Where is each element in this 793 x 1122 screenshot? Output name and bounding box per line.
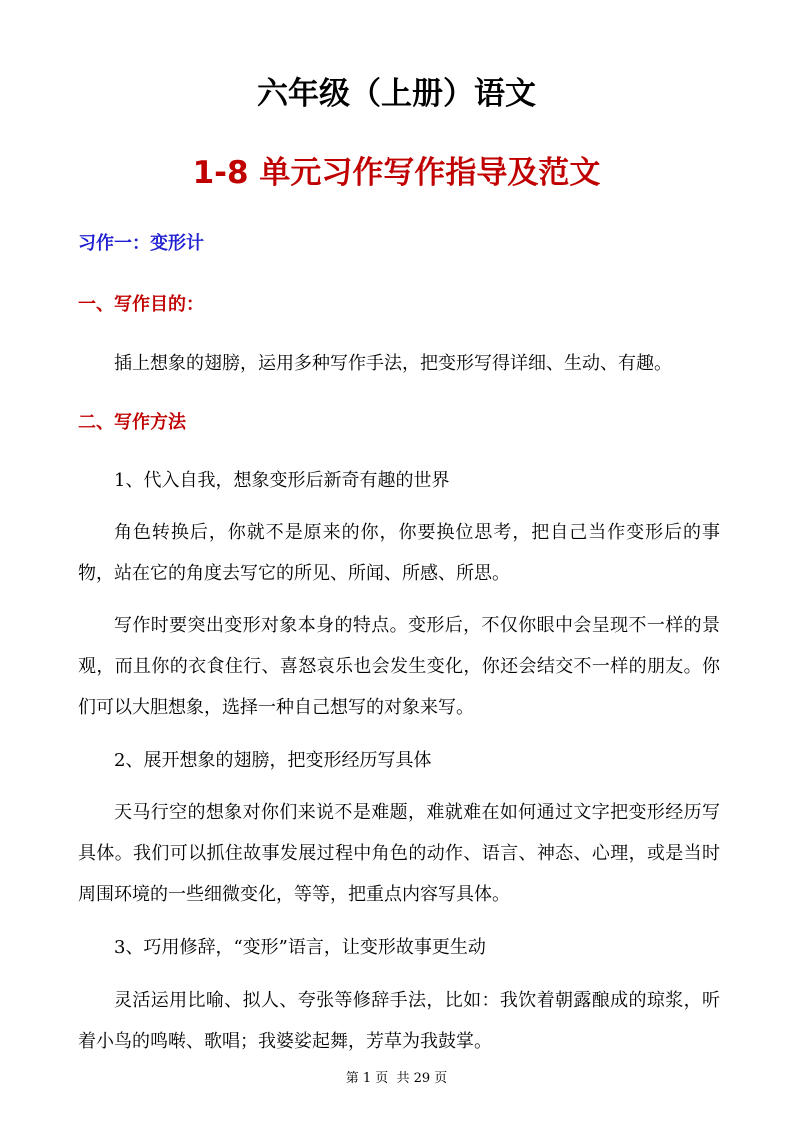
method-1-paragraph-2: 写作时要突出变形对象本身的特点。变形后，不仅你眼中会呈现不一样的景观，而且你的衣食住行、喜怒哀乐也会发生变化，你还会结交不一样的朋友。你们可以大胆想象，选择一种自己想写的对象来写。 [78, 615, 720, 718]
document-title: 六年级（上册）语文 [257, 76, 536, 112]
method-heading-2: 2、展开想象的翅膀，把变形经历写具体 [114, 750, 432, 771]
method-1-paragraph-1: 角色转换后，你就不是原来的你，你要换位思考，把自己当作变形后的事物，站在它的角度去写它的所见、所闻、所感、所思。 [78, 522, 720, 584]
method-heading-1: 1、代入自我，想象变形后新奇有趣的世界 [114, 470, 450, 491]
section-heading-methods: 二、写作方法 [78, 412, 186, 433]
method-heading-3: 3、巧用修辞，“变形”语言，让变形故事更生动 [114, 937, 486, 958]
method-3-paragraph-1: 灵活运用比喻、拟人、夸张等修辞手法，比如：我饮着朝露酿成的琼浆，听着小鸟的鸣啭、歌唱；我婆娑起舞，芳草为我鼓掌。 [78, 990, 720, 1052]
purpose-paragraph: 插上想象的翅膀，运用多种写作手法，把变形写得详细、生动、有趣。 [114, 353, 672, 374]
lesson-title: 习作一：变形计 [78, 233, 204, 254]
page-footer: 第 1 页 共 29 页 [345, 1071, 448, 1086]
method-2-paragraph-1: 天马行空的想象对你们来说不是难题，难就难在如何通过文字把变形经历写具体。我们可以抓住故事发展过程中角色的动作、语言、神态、心理，或是当时周围环境的一些细微变化，等等，把重点内容写具体。 [78, 802, 720, 905]
document-subtitle: 1-8 单元习作写作指导及范文 [192, 155, 601, 191]
section-heading-purpose: 一、写作目的： [78, 294, 204, 315]
